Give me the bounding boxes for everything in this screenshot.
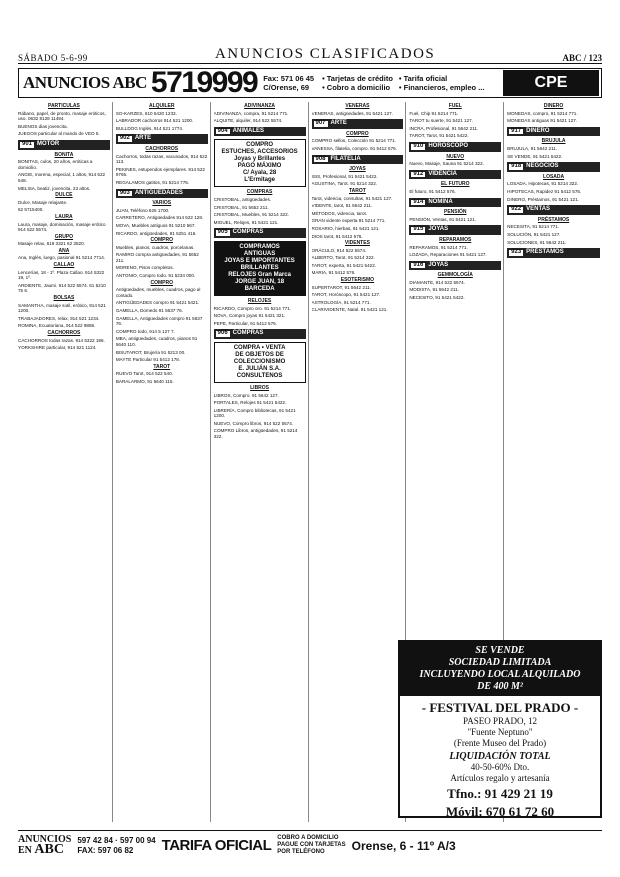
- section-heading: ESOTERISMO: [340, 277, 375, 284]
- classified-entry: Masaje relax, 619 3321 62 3520.: [18, 241, 85, 247]
- classified-entry: 62 5715400.: [18, 207, 44, 213]
- festival-discount: 40-50-60% Dto.: [470, 762, 530, 772]
- ad-line: L'Ermitage: [244, 177, 275, 184]
- classified-entry: ROMINA, Ecuatoriana, 914 522 9888.: [18, 323, 96, 329]
- classified-entry: COMPRO sellos, Colección 91 5214 771.: [311, 138, 397, 144]
- ad-line: ESTUCHES, ACCESORIOS: [221, 149, 298, 156]
- ad-line: BRILLANTES: [240, 264, 279, 271]
- ads-banner: [18, 68, 602, 98]
- section-heading: RELOJES: [247, 297, 272, 304]
- section-heading: LIBROS: [250, 384, 270, 391]
- section-heading: ADIVINANZA: [244, 103, 275, 109]
- category-label: DINERO: [526, 127, 550, 134]
- footer-fax: FAX: 597 06 82: [77, 845, 134, 855]
- ad-line: COMPRAMOS: [239, 243, 280, 250]
- section-heading: VIDENTES: [344, 240, 370, 247]
- footer-cobro: COBRO A DOMICILIO: [277, 835, 339, 841]
- classified-entry: Tarot, videncia, consultas, 91 5421 127.: [311, 195, 393, 201]
- classified-entry: TAROT tu suerte, 91 5421 127.: [409, 118, 473, 124]
- classified-entry: MORENO, Pisos completos.: [115, 265, 174, 271]
- section-heading: ALQUILER: [148, 103, 175, 109]
- section-heading: BOLSAS: [53, 295, 75, 302]
- category-box: [409, 170, 501, 180]
- section-heading: CALLAO: [53, 262, 75, 269]
- classified-entry: ORÁCULO, 914 522 5574.: [311, 247, 367, 253]
- classified-entry: JUAN, Teléfono 625 1700.: [115, 207, 170, 213]
- page-number: [562, 53, 602, 63]
- classified-entry: ARDIENTE, Jaumi. 914 522 5574. 61 5210 75 6.: [18, 282, 106, 294]
- category-label: ANTIGÜEDADES: [134, 189, 183, 196]
- category-number: 906: [217, 330, 228, 337]
- classified-entry: TAROT, Horóscopo, 91 5421 127.: [311, 292, 381, 298]
- category-label: VIDENCIA: [428, 170, 458, 177]
- classified-entry: Muebles, pianos, cuadros, porcelanas.: [115, 244, 195, 250]
- classified-entry: ADIVINANZA, compra, 91 5214 771.: [213, 110, 289, 116]
- classified-entry: LIBRERÍA, Compro bibliotecas, 91 5421 1200.: [213, 407, 296, 419]
- category-number: 916: [413, 261, 424, 268]
- category-label: ARTE: [134, 135, 152, 142]
- classified-entry: Antigüedades, muebles, cuadros, pago al contado.: [115, 287, 201, 298]
- classified-entry: SOLUCIÓN, 91 5421 127.: [507, 231, 561, 237]
- category-label: ARTE: [330, 120, 347, 127]
- category-box: [312, 155, 404, 165]
- category-number: 915: [413, 226, 424, 233]
- category-number: 905: [217, 229, 228, 236]
- classified-entry: Cachorros, todas razas, vacunados, 914 522 113.: [115, 153, 208, 165]
- section-heading: EL FUTURO: [440, 181, 470, 188]
- footer-tel: POR TELÉFONO: [277, 849, 325, 855]
- classified-entry: RICARDO, antigüedades, 91 5251 416.: [115, 230, 197, 236]
- festival-address: PASEO PRADO, 12: [463, 716, 537, 726]
- category-number: 908: [315, 155, 326, 162]
- category-box: [409, 198, 501, 208]
- classified-entry: PORTALES, Relojes 91 5421 5422.: [213, 400, 287, 406]
- footer-anuncios: [18, 835, 71, 856]
- classified-entry: MELISA, beatiz, jovencita, 23 altos.: [18, 185, 91, 191]
- section-heading: BONITA: [54, 151, 74, 158]
- classified-entry: REPARAMOS, 91 5214 771.: [409, 244, 468, 250]
- category-number: 903: [119, 189, 130, 196]
- classified-entry: NECESITO, 91 5421 5422.: [409, 295, 465, 301]
- display-ad: [214, 139, 306, 187]
- category-label: PRÉSTAMOS: [526, 249, 564, 256]
- category-label: NOMINA: [428, 198, 453, 205]
- ad-line: JOYAS E IMPORTANTES: [224, 257, 295, 264]
- category-box: [409, 142, 501, 152]
- section-heading: PRÉSTAMOS: [537, 216, 570, 223]
- section-heading: GEMMOLOGÍA: [437, 272, 473, 279]
- classified-entry: CLARIVIDENTE, Natal. 91 5421 121.: [311, 307, 388, 313]
- classified-entry: HIPOTECAS, Rapidez 91 5412 576.: [507, 188, 582, 194]
- ad-line: CONSULTENOS: [236, 372, 283, 379]
- section-heading: TAROT: [348, 187, 366, 194]
- section-heading: COMPRO: [150, 279, 173, 286]
- classified-entry: MONEDAS, compro, 91 5214 771.: [507, 110, 578, 116]
- classified-entry: DINERO, Préstamos, 91 5421 121.: [507, 196, 579, 202]
- category-box: [409, 261, 501, 271]
- classified-entry: ROSARIO, hierbas, 91 5421 121.: [311, 225, 380, 231]
- banner-contact: [263, 74, 314, 92]
- category-label: NEGOCIOS: [526, 163, 559, 170]
- classified-entry: PENSIÓN, Ventas, 91 5421 121.: [409, 216, 476, 222]
- classified-entry: Ana, Inglés, luego, pasional 91 5214 7714.: [18, 255, 106, 261]
- classified-entry: NECESITA, 91 5214 771.: [507, 224, 560, 230]
- classified-entry: ANTONIO, Compro todo. 91 5234 000.: [115, 273, 196, 279]
- classified-entry: GAMELLA, Domedo 91 5637 76.: [115, 308, 183, 314]
- ad-line: E. JULIÁN S.A.: [238, 365, 281, 372]
- category-box: [214, 329, 306, 339]
- classified-entry: ASTROLOGÍA, 91 5214 771.: [311, 299, 371, 305]
- festival-ad-headline: [400, 642, 600, 696]
- classified-entry: GAMELLA, Antigüedades compro 91 5637 76.: [115, 315, 203, 327]
- category-box: [507, 205, 600, 215]
- festival-name: - FESTIVAL DEL PRADO -: [421, 700, 579, 715]
- section-heading: COMPRO: [150, 237, 173, 244]
- classified-entry: SAMANTHA, masaje sutil, erótico, 914 521 1200.: [18, 302, 106, 314]
- classified-entry: CRISTOBAL, Muebles, 91 5214 322.: [213, 212, 289, 218]
- classified-entry: Dulce, Masaje relajante.: [18, 199, 68, 205]
- classified-entry: CRISTOBAL, 91 5652 211.: [213, 204, 269, 210]
- festival-landmark: "Fuente Neptuno": [467, 727, 533, 737]
- classified-entry: CARRETERO, Antigüedades 914 522 128.: [115, 215, 204, 221]
- classified-column: [312, 102, 407, 822]
- section-heading: COMPRO: [346, 130, 369, 137]
- classified-entry: COMPRO Libros, antigüedades, 91 5214 322.: [213, 428, 298, 440]
- category-box: [116, 134, 208, 144]
- service-item: • Tarifa oficial: [398, 74, 448, 83]
- page-footer: [18, 830, 602, 860]
- footer-payment: [277, 835, 345, 856]
- section-heading: REPARAMOS: [439, 236, 472, 243]
- footer-abc-logo: ABC: [34, 842, 64, 857]
- category-box: [507, 162, 600, 172]
- ad-line: COMPRO: [246, 142, 274, 149]
- classified-entry: LIBROS, Compro. 91 5642 127.: [213, 392, 279, 398]
- footer-address: Orense, 6 - 11º A/3: [351, 838, 456, 853]
- festival-location: (Frente Museo del Prado): [453, 738, 547, 748]
- category-label: JOYAS: [428, 226, 449, 233]
- page-num: / 123: [583, 53, 602, 63]
- classified-entry: MODISTA, 91 5642 211.: [409, 287, 459, 293]
- ad-line: ANTIGUAS: [243, 250, 276, 257]
- classified-entry: YORKSHIRE particular, 914 521 1124.: [18, 345, 97, 351]
- ad-line: SOCIEDAD LIMITADA: [448, 657, 552, 668]
- ad-line: BARCEDA: [244, 285, 275, 292]
- classified-entry: ALQUITE, alquiler, 914 522 5574.: [213, 118, 283, 124]
- category-number: 914: [413, 198, 424, 205]
- classified-entry: JUEGOS particular al mando de VEO 5.: [18, 131, 100, 137]
- cpe-logo: CPE: [503, 70, 599, 96]
- ad-line: Joyas y Brillantes: [234, 156, 286, 163]
- section-heading: BRUJULA: [541, 138, 566, 145]
- classified-entry: COMPRO todo, 914 5 127 7.: [115, 328, 175, 334]
- ad-line: INCLUYENDO LOCAL ALQUILADO: [419, 669, 581, 680]
- section-heading: DULCE: [55, 192, 73, 199]
- category-label: VENTAS: [526, 206, 551, 213]
- category-label: HORÓSCOPO: [428, 142, 469, 149]
- classified-entry: MONEDAS antiguas 91 5421 127.: [507, 118, 578, 124]
- ad-line: C/ Ayala, 28: [242, 170, 277, 177]
- section-heading: CACHORROS: [47, 330, 81, 336]
- category-number: 917: [511, 127, 522, 134]
- footer-en: EN: [18, 845, 32, 856]
- classified-column: [116, 102, 211, 822]
- section-heading: CACHORROS: [145, 145, 179, 152]
- ad-line: SE VENDE: [475, 645, 525, 656]
- classified-entry: MAYTE Particular 91 5412 178.: [115, 357, 181, 363]
- category-number: 923: [511, 249, 522, 256]
- classified-entry: DIOS tarot, 91 5412 576.: [311, 233, 363, 239]
- classified-entry: Lencerías, 18 - 1º. Plaza Callao. 914 5322 19, 1º.: [18, 269, 105, 281]
- section-heading: NUEVO: [446, 153, 465, 160]
- category-number: 907: [315, 120, 326, 127]
- classified-entry: RUEVO Tarot, 914 522 540.: [115, 371, 173, 377]
- banner-fax: Fax: 571 06 45: [263, 74, 315, 83]
- section-heading: VARIOS: [152, 200, 172, 207]
- classified-entry: Laura, masaje, dominación, masaje erótico 914 522 5574.: [18, 221, 106, 233]
- footer-pague: PAGUE CON TARJETAS: [277, 842, 346, 848]
- festival-ad: [398, 640, 602, 818]
- classified-entry: TAROT, Tarot, 91 5421 5422.: [409, 133, 469, 139]
- classified-entry: BARALARMO, 91 5640 115.: [115, 378, 174, 384]
- classified-entry: Fuel, Chip 91 5214 771.: [409, 110, 459, 116]
- category-number: 918: [511, 163, 522, 170]
- ad-line: COLECCIONISMO: [233, 358, 286, 365]
- classified-entry: VIDENTE, tarot, 91 5642 211.: [311, 203, 373, 209]
- ad-line: DE 400 M²: [477, 681, 523, 692]
- category-number: 910: [413, 142, 424, 149]
- classified-entry: MÉTODOS, videncia, tarot.: [311, 210, 368, 216]
- category-label: COMPRAS: [232, 229, 264, 236]
- classified-column: [18, 102, 113, 822]
- section-heading: VENERAS: [345, 103, 370, 109]
- classified-entry: SUPERTAROT, 91 5642 211.: [311, 284, 371, 290]
- classified-column: [214, 102, 309, 822]
- category-box: [214, 228, 306, 238]
- service-item: • Tarjetas de crédito: [322, 74, 393, 83]
- section-heading: COMPRAS: [246, 189, 273, 196]
- footer-phone-numbers[interactable]: 597 42 84 · 597 00 94: [77, 835, 156, 845]
- section-heading: JOYAS: [349, 166, 366, 173]
- section-heading: GRUPO: [54, 233, 74, 240]
- classified-entry: BUENOS dias jovencita.: [18, 123, 68, 129]
- category-number: 901: [22, 140, 33, 147]
- classified-entry: CACHORROS todas razas. 914 5322 196.: [18, 337, 105, 343]
- classified-entry: DIAMANTE, 914 522 5574.: [409, 279, 465, 285]
- display-ad: [214, 342, 306, 383]
- category-box: [116, 189, 208, 199]
- classified-entry: El futuro, 91 5412 576.: [409, 188, 456, 194]
- ad-line: COMPRA • VENTA: [233, 344, 286, 351]
- classified-entry: SE VENDE, 91 5421 5422.: [507, 153, 563, 159]
- festival-mobile[interactable]: Móvil: 670 61 72 60: [445, 804, 555, 819]
- classified-entry: VENERAS, antigüedades, 91 5421 127.: [311, 110, 393, 116]
- festival-items: Artículos regalo y artesanía: [450, 773, 550, 783]
- classified-entry: INCRA, Profesional, 91 5642 211.: [409, 125, 479, 131]
- category-box: [18, 140, 110, 150]
- category-label: COMPRAS: [232, 330, 264, 337]
- category-label: ANIMALES: [232, 127, 265, 134]
- section-heading: FUEL: [448, 103, 462, 109]
- category-number: 922: [511, 206, 522, 213]
- classified-entry: GRAN vidente experta 91 5214 771.: [311, 218, 386, 224]
- category-number: 904: [217, 127, 228, 134]
- service-item: • Financieros, empleo ...: [398, 83, 485, 92]
- ad-line: RELOJES Gran Marca: [228, 271, 291, 278]
- classified-entry: REGALAMOS gatitos, 91 5214 775.: [115, 179, 190, 185]
- classified-entry: Rábano, papel, de pronto, masaje eróticos, uso. 0632 8128 11494.: [18, 110, 106, 122]
- category-label: JOYAS: [428, 261, 449, 268]
- classified-entry: LOSADA, Hipotecas, 91 5214 322.: [507, 181, 579, 187]
- classified-entry: Nuevo, Masaje, Sauna 91 5214 322.: [409, 161, 484, 167]
- category-box: [214, 127, 306, 137]
- classified-entry: SOLUCIONES, 91 5642 211.: [507, 239, 567, 245]
- classified-entry: RICARDO, Compro oro. 91 5214 771.: [213, 305, 292, 311]
- classified-entry: BONITAS, culos, 20 años, eróticas a domicilio.: [18, 159, 93, 170]
- classified-entry: PEKINES, estupendos ejemplares. 914 522 9765.: [115, 166, 205, 178]
- classified-entry: TRABAJADORES, relax, 914 521 1234.: [18, 315, 100, 321]
- section-heading: TAROT: [153, 363, 171, 370]
- classified-entry: ANGIE, morena, especial, 1 altos, 914 522 548.: [18, 172, 106, 183]
- classified-entry: LABRADOR cachorros 914 521 1200.: [115, 118, 194, 124]
- classified-entry: NUEVO, Compro libros, 914 522 5574.: [213, 420, 294, 426]
- banner-address: C/Orense, 69: [263, 83, 310, 92]
- classified-entry: TAROT, experta, 91 5421 5422.: [311, 262, 377, 268]
- section-heading: PARTICULAS: [47, 103, 80, 109]
- classified-entry: BISUTAROT, Brujería 91 5213 00.: [115, 349, 186, 355]
- section-heading: PENSIÓN: [443, 209, 467, 216]
- classified-entry: ALBERTO, Tarot. 91 5214 322.: [311, 255, 375, 261]
- classified-entry: MIGUEL, Relojes, 91 5421 121.: [213, 219, 279, 225]
- ad-line: PAGO MÁXIMO: [237, 163, 282, 170]
- banner-anuncios: ANUNCIOS ABC: [23, 73, 147, 92]
- banner-services: [322, 74, 484, 92]
- section-heading: LAURA: [55, 213, 73, 220]
- banner-phone[interactable]: 5719999: [150, 66, 258, 99]
- section-heading: DINERO: [543, 103, 564, 109]
- classified-entry: AGUSTINA, Tarot. 91 5214 322.: [311, 181, 378, 187]
- classified-entry: VANESSA, filatelia, compro. 91 5412 576.: [311, 145, 397, 151]
- classified-entry: ANTIGÜEDADES compro 91 5421 5421.: [115, 300, 200, 306]
- category-label: MOTOR: [37, 140, 60, 147]
- display-ad: [214, 241, 306, 296]
- classified-entry: ISIS, Profesional, 91 5421 5422.: [311, 173, 378, 179]
- classified-entry: LOZADA, Reparaciones 91 5421 127.: [409, 252, 487, 258]
- footer-anuncios-label: ANUNCIOS: [18, 834, 72, 845]
- classified-entry: BRUJULA, 91 5642 211.: [507, 145, 558, 151]
- category-box: [409, 225, 501, 235]
- paper-name: ABC: [562, 53, 582, 63]
- category-box: [312, 119, 404, 129]
- category-number: 912: [413, 170, 424, 177]
- festival-phone[interactable]: Tfno.: 91 429 21 19: [447, 786, 553, 801]
- festival-liquidation: LIQUIDACIÓN TOTAL: [449, 751, 551, 762]
- service-item: • Cobro a domicilio: [322, 83, 391, 92]
- category-label: FILATELIA: [330, 155, 361, 162]
- classified-entry: SO-KARZES, 610 5420 1233.: [115, 110, 177, 116]
- classified-entry: BULLDOG Inglés, 914 521 1774.: [115, 125, 184, 131]
- footer-tarifa: TARIFA OFICIAL: [161, 837, 272, 854]
- classified-entry: MOVA, Muebles antiguos 91 5210 567.: [115, 222, 196, 228]
- section-heading: ANA: [58, 247, 70, 254]
- classified-entry: RAMIRO compra antigüedades, 91 5652 211.: [115, 252, 199, 263]
- classified-entry: MARIA, 91 5412 576.: [311, 270, 356, 276]
- issue-date: SÁBADO 5-6-99: [18, 53, 88, 63]
- classified-entry: NOVA, Compro joyas 91 5421 321.: [213, 313, 286, 319]
- classified-entry: CRISTOBAL, antigüedades.: [213, 196, 272, 202]
- category-box: [507, 127, 600, 137]
- section-heading: LOSADA: [543, 173, 565, 180]
- page-title: ANUNCIOS CLASIFICADOS: [214, 46, 436, 62]
- ad-line: DE OBJETOS DE: [235, 351, 284, 358]
- category-number: 902: [119, 135, 130, 142]
- footer-phones: [77, 836, 155, 856]
- classified-entry: MBA, antigüedades, cuadros, pianos 91 5640 110.: [115, 336, 198, 347]
- category-box: [507, 248, 600, 258]
- page-header: [18, 48, 602, 64]
- ad-line: JORGE JUAN, 18: [235, 278, 285, 285]
- classified-entry: PEPE, Particular, 91 5412 576.: [213, 320, 277, 326]
- newspaper-page: [18, 48, 602, 866]
